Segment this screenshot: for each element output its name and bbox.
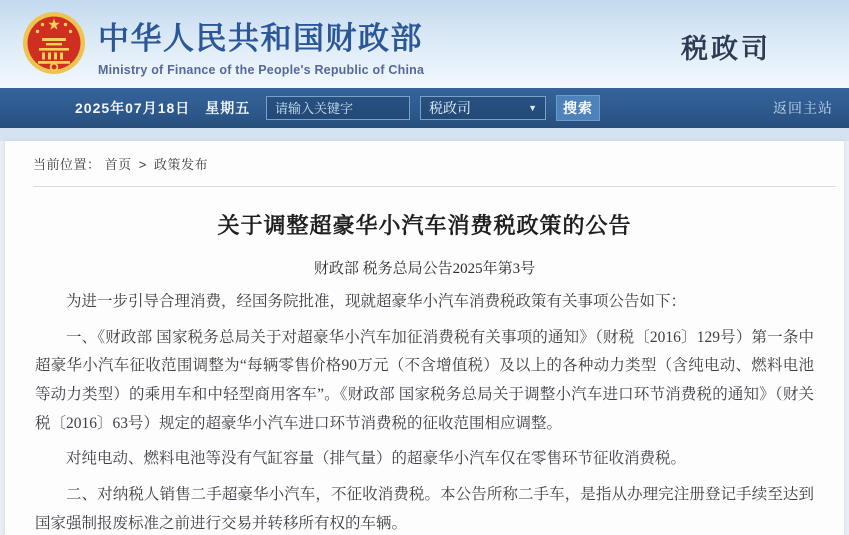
article-body	[5, 278, 844, 535]
search-input[interactable]	[266, 96, 410, 120]
header-divider-band	[0, 128, 849, 141]
return-home-link[interactable]: 返回主站	[773, 100, 833, 116]
national-emblem-icon	[22, 11, 86, 75]
content-card	[5, 141, 844, 535]
article-paragraph: 一、《财政部 国家税务总局关于对超豪华小汽车加征消费税有关事项的通知》（财税〔2016〕129号）第一条中超豪华小汽车征收范围调整为“每辆零售价格90万元（不含增值税）及以上的各种动力类型（含纯电动、燃料电池等动力类型）的乘用车和中轻型商用客车”。《财政部 国家税务总局关于调整小汽车进口环节消费税的通知》（财关税〔2016〕63号）规定的超豪华小汽车进口环节消费税的征收范围相应调整。	[35, 328, 814, 432]
category-select[interactable]	[420, 96, 546, 120]
article-paragraph: 为进一步引导合理消费，经国务院批准，现就超豪华小汽车消费税政策有关事项公告如下：	[66, 293, 687, 310]
site-subtitle: Ministry of Finance of the People's Republic of China	[98, 63, 425, 77]
current-date: 2025年07月18日 星期五	[75, 100, 251, 116]
department-title: 税政司	[681, 34, 771, 64]
breadcrumb-separator: >	[138, 157, 147, 172]
divider	[33, 186, 836, 187]
chevron-down-icon: ▼	[528, 103, 537, 113]
breadcrumb-home-link[interactable]: 首页	[104, 157, 132, 172]
category-select-value: 税政司	[429, 100, 471, 116]
article-paragraph: 对纯电动、燃料电池等没有气缸容量（排气量）的超豪华小汽车仅在零售环节征收消费税。	[66, 450, 687, 468]
article-title: 关于调整超豪华小汽车消费税政策的公告	[217, 213, 632, 238]
breadcrumb-prefix: 当前位置：	[33, 157, 101, 172]
site-header	[0, 0, 849, 88]
breadcrumb	[5, 154, 844, 173]
site-title: 中华人民共和国财政部	[98, 21, 423, 56]
top-navbar	[0, 88, 849, 128]
document-number: 财政部 税务总局公告2025年第3号	[313, 261, 536, 277]
breadcrumb-current-link[interactable]: 政策发布	[154, 157, 209, 172]
search-button[interactable]: 搜索	[556, 95, 600, 121]
article-paragraph: 二、对纳税人销售二手超豪华小汽车，不征收消费税。本公告所称二手车，是指从办理完注册登记手续至达到国家强制报废标准之前进行交易并转移所有权的车辆。	[35, 486, 814, 532]
site-title-block	[98, 13, 424, 77]
